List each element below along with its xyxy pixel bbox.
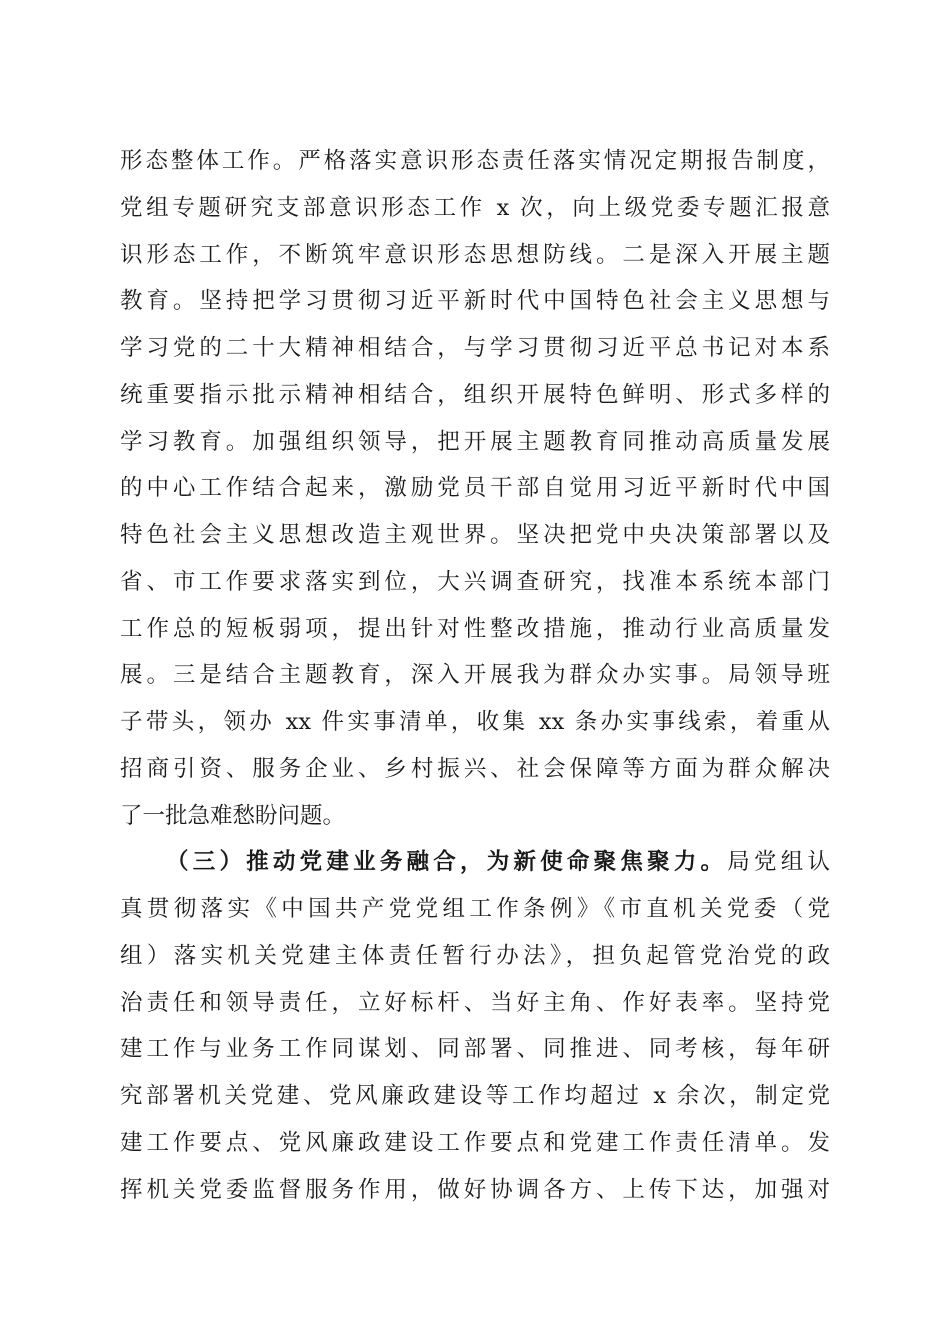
text-line: 学习教育。加强组织领导，把开展主题教育同推动高质量发展 [120,428,830,455]
text-line: 究部署机关党建、党风廉政建设等工作均超过 x 余次，制定党 [120,1083,830,1109]
text-line: 的中心工作结合起来，激励党员干部自觉用习近平新时代中国 [120,475,830,502]
text-line: 学习党的二十大精神相结合，与学习贯彻习近平总书记对本系 [120,335,830,361]
text-line: 党组专题研究支部意识形态工作 x 次，向上级党委专题汇报意 [120,194,830,221]
text-line: 建工作与业务工作同谋划、同部署、同推进、同考核，每年研 [120,1036,830,1063]
section-heading-line [120,839,830,886]
section-heading-continuation: 局党组认 [727,849,830,876]
text-line: 了一批急难愁盼问题。 [120,802,346,829]
text-line: 特色社会主义思想改造主观世界。坚决把党中央决策部署以及 [120,522,830,548]
text-line: 教育。坚持把学习贯彻习近平新时代中国特色社会主义思想与 [120,288,830,315]
text-line: 识形态工作，不断筑牢意识形态思想防线。二是深入开展主题 [120,241,830,268]
section-heading: （三）推动党建业务融合，为新使命聚焦聚力。 [166,849,728,876]
text-line: 挥机关党委监督服务作用，做好协调各方、上传下达，加强对 [120,1176,830,1203]
text-line: 省、市工作要求落实到位，大兴调查研究，找准本系统本部门 [120,568,830,595]
text-line: 真贯彻落实《中国共产党党组工作条例》《市直机关党委（党 [120,896,830,922]
text-line: 治责任和领导责任，立好标杆、当好主角、作好表率。坚持党 [120,989,830,1016]
text-line: 展。三是结合主题教育，深入开展我为群众办实事。局领导班 [120,662,830,689]
text-line: 统重要指示批示精神相结合，组织开展特色鲜明、形式多样的 [120,381,830,408]
text-line: 建工作要点、党风廉政建设工作要点和党建工作责任清单。发 [120,1129,830,1156]
paragraph-ideology-theme-education [120,138,830,839]
paragraph-party-business-integration [120,839,830,1213]
text-line: 组）落实机关党建主体责任暂行办法》，担负起管党治党的政 [120,942,830,969]
text-line: 工作总的短板弱项，提出针对性整改措施，推动行业高质量发 [120,615,830,642]
text-line: 子带头，领办 xx 件实事清单，收集 xx 条办实事线索，着重从 [120,709,830,735]
text-line: 招商引资、服务企业、乡村振兴、社会保障等方面为群众解决 [120,755,830,782]
document-page [120,138,830,1213]
text-line: 形态整体工作。严格落实意识形态责任落实情况定期报告制度， [120,148,830,174]
